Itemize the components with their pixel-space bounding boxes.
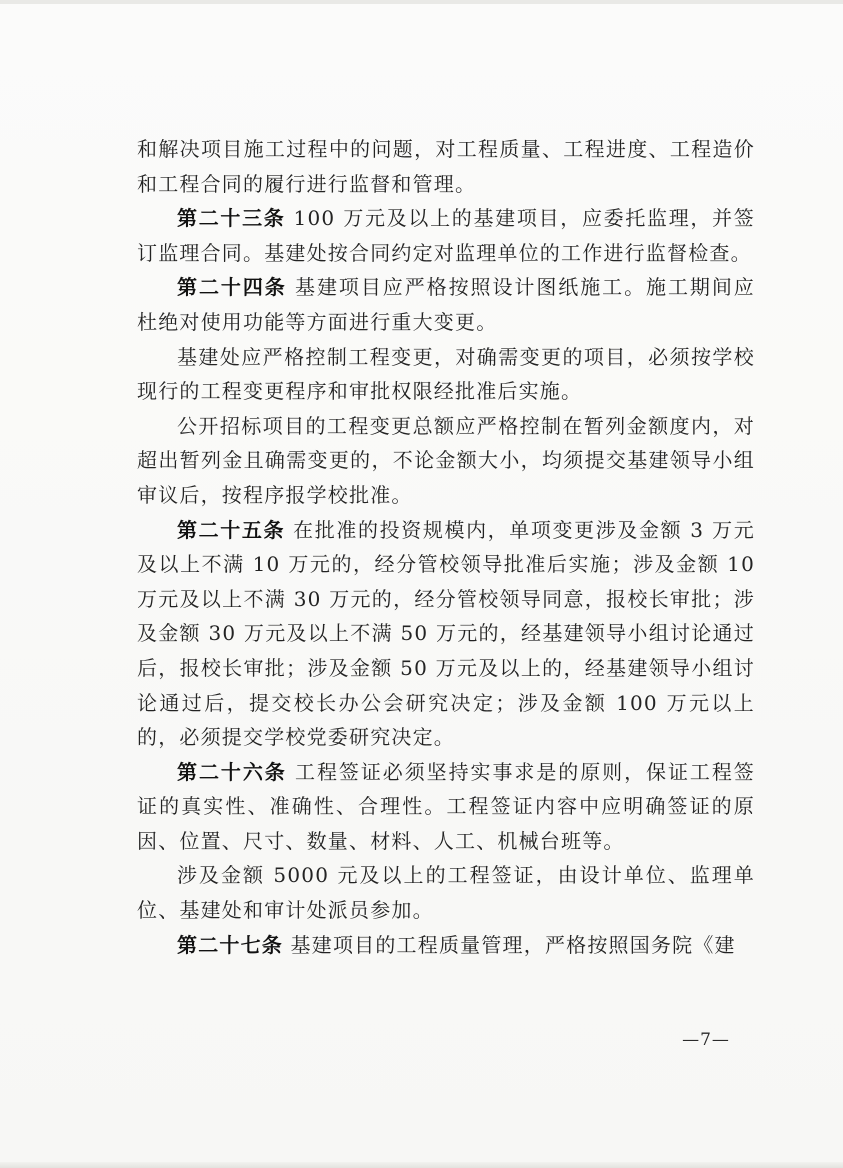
page-number: —7— (682, 1030, 730, 1050)
article-24-paragraph-3 (137, 409, 755, 513)
paragraph-text: 涉及金额 5000 元及以上的工程签证，由设计单位、监理单位、基建处和审计处派员参加。 (137, 863, 755, 923)
paragraph-continuation (137, 132, 755, 201)
article-title: 第二十七条 (177, 932, 283, 957)
paragraph-text: 公开招标项目的工程变更总额应严格控制在暂列金额度内，对超出暂列金且确需变更的，不论金额大小，均须提交基建领导小组审议后，按程序报学校批准。 (137, 413, 755, 507)
article-text: 工程签证必须坚持实事求是的原则，保证工程签证的真实性、准确性、合理性。工程签证内容中应明确签证的原因、位置、尺寸、数量、材料、人工、机械台班等。 (137, 759, 755, 853)
article-title: 第二十六条 (177, 759, 287, 784)
article-24-paragraph-2 (137, 340, 755, 409)
scan-edge-top (0, 0, 843, 4)
article-title: 第二十三条 (177, 206, 286, 231)
article-23 (137, 201, 755, 270)
body-text (137, 132, 755, 962)
article-26 (137, 755, 755, 859)
article-text: 基建项目应严格按照设计图纸施工。施工期间应杜绝对使用功能等方面进行重大变更。 (137, 275, 755, 334)
article-text: 在批准的投资规模内，单项变更涉及金额 3 万元及以上不满 10 万元的，经分管校领导批准后实施；涉及金额 10 万元及以上不满 30 万元的，经分管校领导同意，报校长审批；涉及金额 30 万元及以上不满 50 万元的，经基建领导小组讨论通过后，报校长审批；涉及金额 50 万元及以上的，经基建领导小组讨论通过后，提交校长办公会研究决定；涉及金额 100 万元以上的，必须提交学校党委研究决定。 (137, 517, 755, 750)
article-24 (137, 270, 755, 339)
paragraph-text: 基建处应严格控制工程变更，对确需变更的项目，必须按学校现行的工程变更程序和审批权限经批准后实施。 (137, 344, 755, 404)
paragraph-text: 和解决项目施工过程中的问题，对工程质量、工程进度、工程造价和工程合同的履行进行监督和管理。 (137, 137, 755, 196)
article-25 (137, 513, 755, 755)
article-27 (137, 928, 755, 963)
article-title: 第二十四条 (177, 275, 287, 300)
article-text: 基建项目的工程质量管理，严格按照国务院《建 (283, 932, 736, 957)
article-26-paragraph-2 (137, 858, 755, 927)
article-title: 第二十五条 (177, 517, 286, 542)
scan-edge-bottom (0, 1162, 843, 1168)
article-text: 100 万元及以上的基建项目，应委托监理，并签订监理合同。基建处按合同约定对监理单位的工作进行监督检查。 (137, 206, 755, 265)
